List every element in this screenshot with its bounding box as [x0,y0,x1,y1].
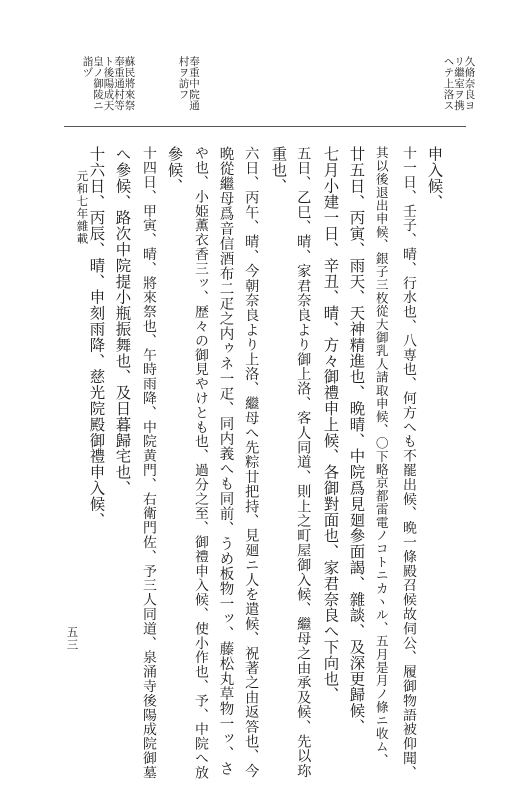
body-line: 申入候、 [425,146,444,210]
headnote-line: 久脩奈良ヨ [463,56,476,111]
body-line: 晩從繼母爲音信酒布二疋之内ゥネ一疋、同内義へも同前、うめ板物一ッ、藤松丸草物一ッ、さ [217,146,234,776]
headnote-line: ヘテ上洛ス [442,56,455,111]
headnote-line: リ繼室ヲ携 [453,56,465,111]
body-line: 重也、 [269,146,288,194]
headnote-2 [178,56,199,111]
body-line: 參候、 [165,146,184,194]
headnote-line: 奉重中院通 [188,56,200,111]
body-line: 六日、丙午、晴、今朝奈良より上洛、繼母へ先粽廿把持、見廻ニ人を遣候、祝著之由返答也、今 [243,146,260,779]
body-line: 十一日、壬子、晴、行水也、八専也、何方へも不罷出候、晩一條殿召候故伺公、履御物語被仰聞、 [399,146,416,780]
headnote-line: 奉重通村等 [113,56,125,111]
page-number: 五三 [65,626,80,651]
body-line: 十六日、丙辰、晴、申刻雨降、慈光院殿御禮申入候、 [87,146,106,528]
body-line: へ參候、路次中院提小瓶振舞也、及日暮歸宅也、 [113,146,132,496]
body-line: 廿五日、丙寅、雨天、天神精進也、晩晴、中院爲見廻參面謁、雜談、及深更歸候、 [347,146,366,735]
running-title: 元和七年雜載 [75,170,90,245]
body-line: や也、小姫薫衣香三ッ、歴々の御見やけとも也、過分之至、御禮申入候、使小作也、予、中院へ放 [191,146,208,780]
headnote-line: 詣ヅ [81,56,94,78]
headnote-line: 蘇民將來祭 [123,56,136,111]
body-line: 七月小建一日、辛丑、晴、方々御禮申上候、各御對面也、家君奈良へ下向也、 [321,146,340,703]
header-rule [64,126,466,127]
headnote-line: ト後陽成天 [102,56,115,111]
body-line: 十四日、甲寅、晴、將來祭也、午時雨降、中院黄門、右衛門佐、予三人同道、泉涌寺後陽成院御墓 [139,146,156,780]
headnote-3 [82,56,135,111]
headnote-line: 村ヲ訪フ [177,56,190,100]
body-line: 五日、乙巳、晴、家君奈良より御上洛、客人同道、則上之町屋御入候、繼母之由承及候、先以珎 [295,146,312,779]
headnote-line: 皇ノ御陵ニ [92,56,104,111]
body-line: 其以後退出申候、銀子三枚從大御乳人請取申候、〇下略京都雷電ノコトニカヽル、五月是月ノ條ニ收ム、 [373,146,389,767]
headnote-1 [443,56,475,111]
